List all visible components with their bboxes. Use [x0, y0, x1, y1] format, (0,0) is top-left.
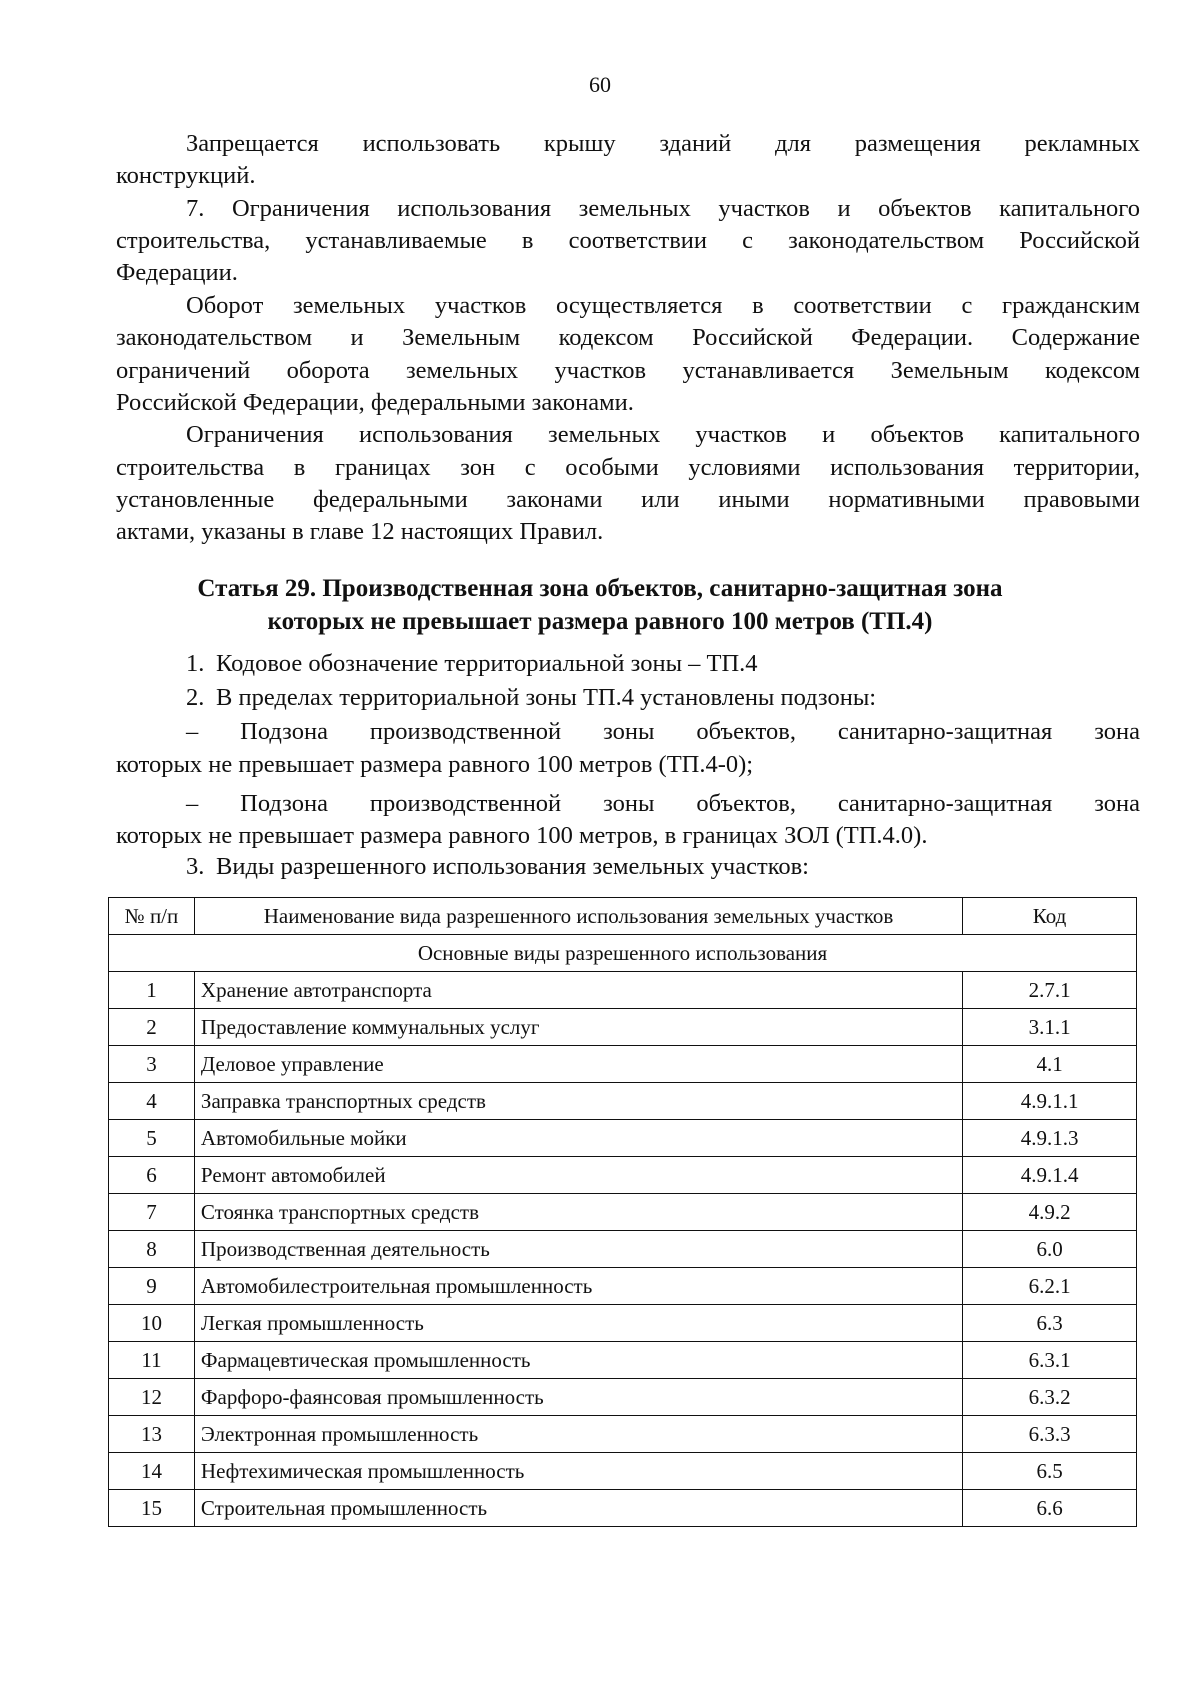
cell-name: Фарфоро-фаянсовая промышленность: [194, 1379, 962, 1416]
section-row: [109, 935, 1137, 972]
cell-name: Автомобильные мойки: [194, 1120, 962, 1157]
cell-code: 4.1: [963, 1046, 1137, 1083]
paragraph-line: конструкций.: [116, 162, 256, 189]
table-row: [109, 1083, 1137, 1120]
article-heading: которых не превышает размера равного 100 метров (ТП.4): [267, 608, 933, 635]
table-row: [109, 1490, 1137, 1527]
header-number: № п/п: [109, 898, 195, 935]
header-name: Наименование вида разрешенного использования земельных участков: [194, 898, 962, 935]
cell-name: Заправка транспортных средств: [194, 1083, 962, 1120]
table-row: [109, 1416, 1137, 1453]
cell-number: 3: [109, 1046, 195, 1083]
cell-number: 5: [109, 1120, 195, 1157]
cell-code: 6.3.3: [963, 1416, 1137, 1453]
cell-code: 6.3: [963, 1305, 1137, 1342]
list-item: 1. Кодовое обозначение территориальной зоны – ТП.4: [186, 650, 758, 677]
section-title: Основные виды разрешенного использования: [109, 935, 1137, 972]
cell-name: Предоставление коммунальных услуг: [194, 1009, 962, 1046]
cell-number: 13: [109, 1416, 195, 1453]
cell-code: 4.9.1.4: [963, 1157, 1137, 1194]
cell-number: 11: [109, 1342, 195, 1379]
table-row: [109, 1305, 1137, 1342]
cell-name: Производственная деятельность: [194, 1231, 962, 1268]
cell-code: 4.9.1.3: [963, 1120, 1137, 1157]
table-row: [109, 1046, 1137, 1083]
cell-number: 14: [109, 1453, 195, 1490]
paragraph-line: строительства в границах зон с особыми условиями использования территории,: [116, 454, 1140, 481]
paragraph-line: Федерации.: [116, 259, 238, 286]
cell-name: Автомобилестроительная промышленность: [194, 1268, 962, 1305]
cell-number: 2: [109, 1009, 195, 1046]
cell-number: 6: [109, 1157, 195, 1194]
cell-code: 6.2.1: [963, 1268, 1137, 1305]
cell-name: Ремонт автомобилей: [194, 1157, 962, 1194]
cell-name: Электронная промышленность: [194, 1416, 962, 1453]
table-row: [109, 1194, 1137, 1231]
cell-code: 6.6: [963, 1490, 1137, 1527]
table-row: [109, 1120, 1137, 1157]
header-code: Код: [963, 898, 1137, 935]
cell-number: 12: [109, 1379, 195, 1416]
cell-number: 15: [109, 1490, 195, 1527]
list-item: 3. Виды разрешенного использования земельных участков:: [186, 853, 809, 880]
paragraph-line: 7. Ограничения использования земельных участков и объектов капитального: [186, 195, 1140, 222]
cell-name: Нефтехимическая промышленность: [194, 1453, 962, 1490]
table-row: [109, 1231, 1137, 1268]
cell-number: 9: [109, 1268, 195, 1305]
dash-item-line: которых не превышает размера равного 100 метров (ТП.4-0);: [116, 751, 754, 778]
cell-code: 3.1.1: [963, 1009, 1137, 1046]
table-header-row: [109, 898, 1137, 935]
cell-code: 6.3.2: [963, 1379, 1137, 1416]
land-use-table: [108, 897, 1137, 1527]
page-number: 60: [589, 72, 611, 97]
cell-name: Деловое управление: [194, 1046, 962, 1083]
paragraph-line: Ограничения использования земельных участков и объектов капитального: [186, 421, 1140, 448]
cell-number: 10: [109, 1305, 195, 1342]
cell-number: 4: [109, 1083, 195, 1120]
cell-number: 1: [109, 972, 195, 1009]
cell-number: 7: [109, 1194, 195, 1231]
cell-name: Стоянка транспортных средств: [194, 1194, 962, 1231]
dash-item-line: – Подзона производственной зоны объектов, санитарно-защитная зона: [186, 790, 1140, 817]
cell-name: Строительная промышленность: [194, 1490, 962, 1527]
cell-code: 4.9.1.1: [963, 1083, 1137, 1120]
table-row: [109, 972, 1137, 1009]
table-row: [109, 1342, 1137, 1379]
table-row: [109, 1157, 1137, 1194]
cell-code: 6.3.1: [963, 1342, 1137, 1379]
dash-item-line: – Подзона производственной зоны объектов, санитарно-защитная зона: [186, 718, 1140, 745]
cell-code: 4.9.2: [963, 1194, 1137, 1231]
paragraph-line: установленные федеральными законами или иными нормативными правовыми: [116, 486, 1140, 513]
cell-code: 6.0: [963, 1231, 1137, 1268]
cell-code: 6.5: [963, 1453, 1137, 1490]
cell-number: 8: [109, 1231, 195, 1268]
table-row: [109, 1379, 1137, 1416]
paragraph-line: ограничений оборота земельных участков устанавливается Земельным кодексом: [116, 357, 1140, 384]
paragraph-line: законодательством и Земельным кодексом Российской Федерации. Содержание: [116, 324, 1140, 351]
dash-item-line: которых не превышает размера равного 100 метров, в границах ЗОЛ (ТП.4.0).: [116, 822, 928, 849]
cell-name: Легкая промышленность: [194, 1305, 962, 1342]
paragraph-line: актами, указаны в главе 12 настоящих Правил.: [116, 518, 604, 545]
cell-code: 2.7.1: [963, 972, 1137, 1009]
table-row: [109, 1453, 1137, 1490]
table-row: [109, 1009, 1137, 1046]
paragraph-line: Российской Федерации, федеральными законами.: [116, 389, 634, 416]
paragraph-line: Запрещается использовать крышу зданий для размещения рекламных: [186, 130, 1140, 157]
cell-name: Фармацевтическая промышленность: [194, 1342, 962, 1379]
paragraph-line: Оборот земельных участков осуществляется в соответствии с гражданским: [186, 292, 1140, 319]
table-row: [109, 1268, 1137, 1305]
paragraph-line: строительства, устанавливаемые в соответствии с законодательством Российской: [116, 227, 1140, 254]
cell-name: Хранение автотранспорта: [194, 972, 962, 1009]
list-item: 2. В пределах территориальной зоны ТП.4 установлены подзоны:: [186, 684, 877, 711]
article-heading: Статья 29. Производственная зона объектов, санитарно-защитная зона: [197, 575, 1003, 602]
